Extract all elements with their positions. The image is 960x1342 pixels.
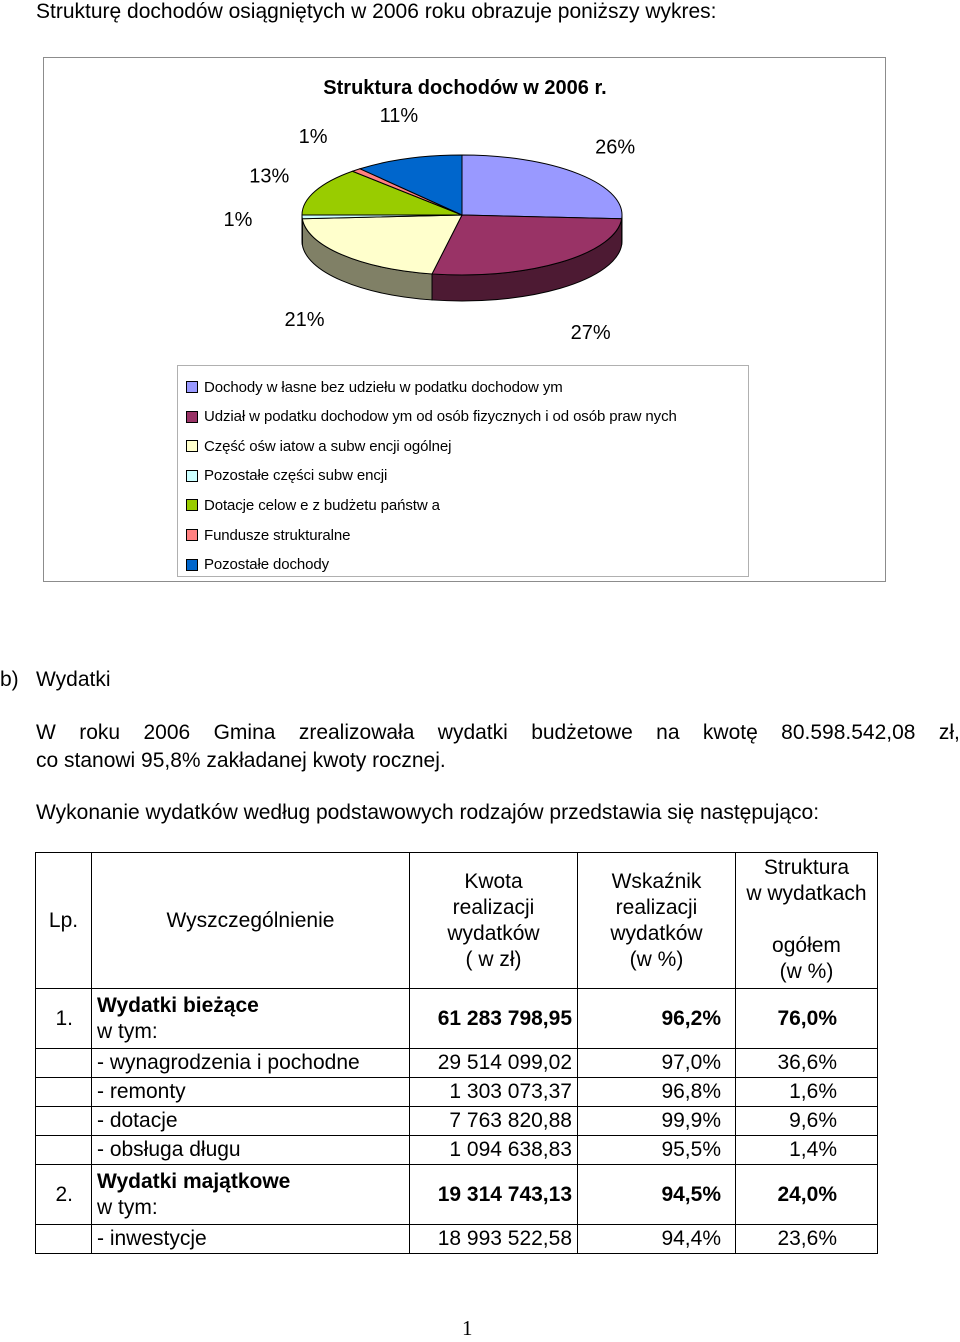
- expenditure-table: [35, 852, 878, 1254]
- header-kwota-l4: ( w zł): [465, 947, 522, 971]
- intro-text: Strukturę dochodów osiągniętych w 2006 roku obrazuje poniższy wykres:: [36, 0, 717, 23]
- cell-kwota: 1 094 638,83: [410, 1136, 578, 1165]
- cell-name: - inwestycje: [92, 1225, 410, 1254]
- pie-slice-label: 1%: [223, 209, 253, 232]
- paragraph-word: 2006: [143, 721, 191, 744]
- cell-kwota: 7 763 820,88: [410, 1107, 578, 1136]
- pie-chart-frame: [43, 57, 886, 582]
- header-struktura-l1: Struktura: [763, 856, 850, 879]
- header-wskaznik-l4: (w %): [629, 947, 684, 971]
- cell-kwota: 1 303 073,37: [410, 1078, 578, 1107]
- legend-swatch: [186, 559, 198, 571]
- legend-label: Pozostałe dochody: [204, 556, 330, 574]
- section-title: Wydatki: [36, 668, 111, 691]
- cell-name: [92, 989, 410, 1049]
- paragraph-intro-table: Wykonanie wydatków według podstawowych rodzajów przedstawia się następująco:: [36, 801, 820, 824]
- paragraph-word: kwotę: [702, 721, 758, 744]
- cell-wskaznik: 94,5%: [578, 1165, 736, 1225]
- table-row: [36, 1049, 878, 1078]
- paragraph-word: na: [656, 721, 680, 744]
- table-row: [36, 1165, 878, 1225]
- pie-slice-label: 1%: [298, 126, 328, 148]
- legend-label: Część ośw iatow a subw encji ogólnej: [204, 437, 452, 455]
- cell-name: - obsługa długu: [92, 1136, 410, 1165]
- header-struktura-l3: ogółem: [772, 934, 841, 957]
- cell-name: - remonty: [92, 1078, 410, 1107]
- cell-name-main: Wydatki bieżące: [97, 993, 259, 1017]
- legend-item: [186, 376, 563, 398]
- table-row: [36, 1078, 878, 1107]
- pie-slice-label: 13%: [249, 165, 290, 188]
- legend-item: [186, 494, 440, 516]
- header-kwota-l1: Kwota: [464, 869, 523, 893]
- header-wskaznik-l3: wydatków: [610, 921, 703, 945]
- cell-lp: 1.: [36, 989, 92, 1049]
- cell-struktura: 1,4%: [736, 1136, 878, 1165]
- legend-label: Pozostałe części subw encji: [204, 467, 388, 485]
- cell-wskaznik: 97,0%: [578, 1049, 736, 1078]
- legend-swatch: [186, 470, 198, 482]
- legend-swatch: [186, 381, 198, 393]
- table-row: [36, 1225, 878, 1254]
- cell-wskaznik: 96,8%: [578, 1078, 736, 1107]
- cell-struktura: 23,6%: [736, 1225, 878, 1254]
- header-struktura-l2: w wydatkach: [746, 882, 867, 905]
- paragraph-word: 80.598.542,08: [781, 721, 916, 744]
- header-struktura-l4: (w %): [779, 960, 834, 983]
- chart-title: Struktura dochodów w 2006 r.: [323, 77, 607, 99]
- table-row: [36, 1107, 878, 1136]
- header-wskaznik-l2: realizacji: [615, 895, 698, 919]
- header-struktura: [736, 853, 878, 989]
- section-b-heading: [0, 668, 111, 692]
- cell-wskaznik: 96,2%: [578, 989, 736, 1049]
- paragraph-word: zrealizowała: [298, 721, 415, 744]
- cell-kwota: 61 283 798,95: [410, 989, 578, 1049]
- cell-name-main: Wydatki majątkowe: [97, 1169, 291, 1193]
- cell-struktura: 76,0%: [736, 989, 878, 1049]
- paragraph-line-2: co stanowi 95,8% zakładanej kwoty rocznej.: [36, 749, 446, 772]
- header-name: Wyszczególnienie: [92, 853, 410, 989]
- pie-slice-label: 27%: [570, 322, 611, 344]
- header-kwota: [410, 853, 578, 989]
- legend-label: Udział w podatku dochodow ym od osób fizycznych i od osób praw nych: [204, 408, 677, 426]
- header-wskaznik: [578, 853, 736, 989]
- table-row: [36, 1136, 878, 1165]
- cell-wskaznik: 99,9%: [578, 1107, 736, 1136]
- pie-slice: [462, 155, 622, 219]
- cell-name-sub: w tym:: [97, 1195, 158, 1219]
- header-kwota-l2: realizacji: [452, 895, 535, 919]
- legend-swatch: [186, 440, 198, 452]
- cell-lp: [36, 1136, 92, 1165]
- section-marker: b): [0, 668, 19, 691]
- pie-slice-label: 11%: [379, 104, 419, 127]
- table-header-row: [36, 853, 878, 989]
- chart-legend: [177, 365, 749, 577]
- cell-name: [92, 1165, 410, 1225]
- cell-struktura: 24,0%: [736, 1165, 878, 1225]
- paragraph-line-1: [36, 721, 960, 745]
- cell-struktura: 1,6%: [736, 1078, 878, 1107]
- legend-item: [186, 524, 350, 546]
- legend-swatch: [186, 499, 198, 511]
- cell-lp: [36, 1225, 92, 1254]
- header-kwota-l3: wydatków: [447, 921, 540, 945]
- legend-item: [186, 435, 451, 457]
- cell-name: - wynagrodzenia i pochodne: [92, 1049, 410, 1078]
- table-row: [36, 989, 878, 1049]
- cell-name-sub: w tym:: [97, 1019, 158, 1043]
- paragraph-word: Gmina: [213, 721, 276, 744]
- legend-label: Fundusze strukturalne: [204, 526, 351, 544]
- cell-struktura: 9,6%: [736, 1107, 878, 1136]
- cell-wskaznik: 94,4%: [578, 1225, 736, 1254]
- cell-name: - dotacje: [92, 1107, 410, 1136]
- paragraph-word: W: [36, 721, 56, 744]
- cell-kwota: 29 514 099,02: [410, 1049, 578, 1078]
- pie-slice-label: 21%: [284, 309, 325, 332]
- paragraph-word: zł,: [938, 721, 960, 744]
- cell-lp: 2.: [36, 1165, 92, 1225]
- header-lp: Lp.: [36, 853, 92, 989]
- paragraph-word: roku: [79, 721, 121, 744]
- legend-swatch: [186, 529, 198, 541]
- cell-lp: [36, 1049, 92, 1078]
- legend-item: [186, 554, 329, 576]
- legend-item: [186, 406, 677, 428]
- pie-slice-label: 26%: [595, 136, 636, 159]
- legend-label: Dotacje celow e z budżetu państw a: [204, 496, 440, 514]
- legend-label: Dochody w łasne bez udziełu w podatku dochodow ym: [204, 378, 563, 396]
- cell-struktura: 36,6%: [736, 1049, 878, 1078]
- legend-item: [186, 465, 387, 487]
- cell-kwota: 18 993 522,58: [410, 1225, 578, 1254]
- header-wskaznik-l1: Wskaźnik: [611, 869, 702, 893]
- cell-kwota: 19 314 743,13: [410, 1165, 578, 1225]
- cell-lp: [36, 1078, 92, 1107]
- paragraph-word: budżetowe: [531, 721, 633, 744]
- page-number: 1: [462, 1316, 473, 1340]
- cell-lp: [36, 1107, 92, 1136]
- legend-swatch: [186, 411, 198, 423]
- cell-wskaznik: 95,5%: [578, 1136, 736, 1165]
- paragraph-word: wydatki: [437, 721, 508, 744]
